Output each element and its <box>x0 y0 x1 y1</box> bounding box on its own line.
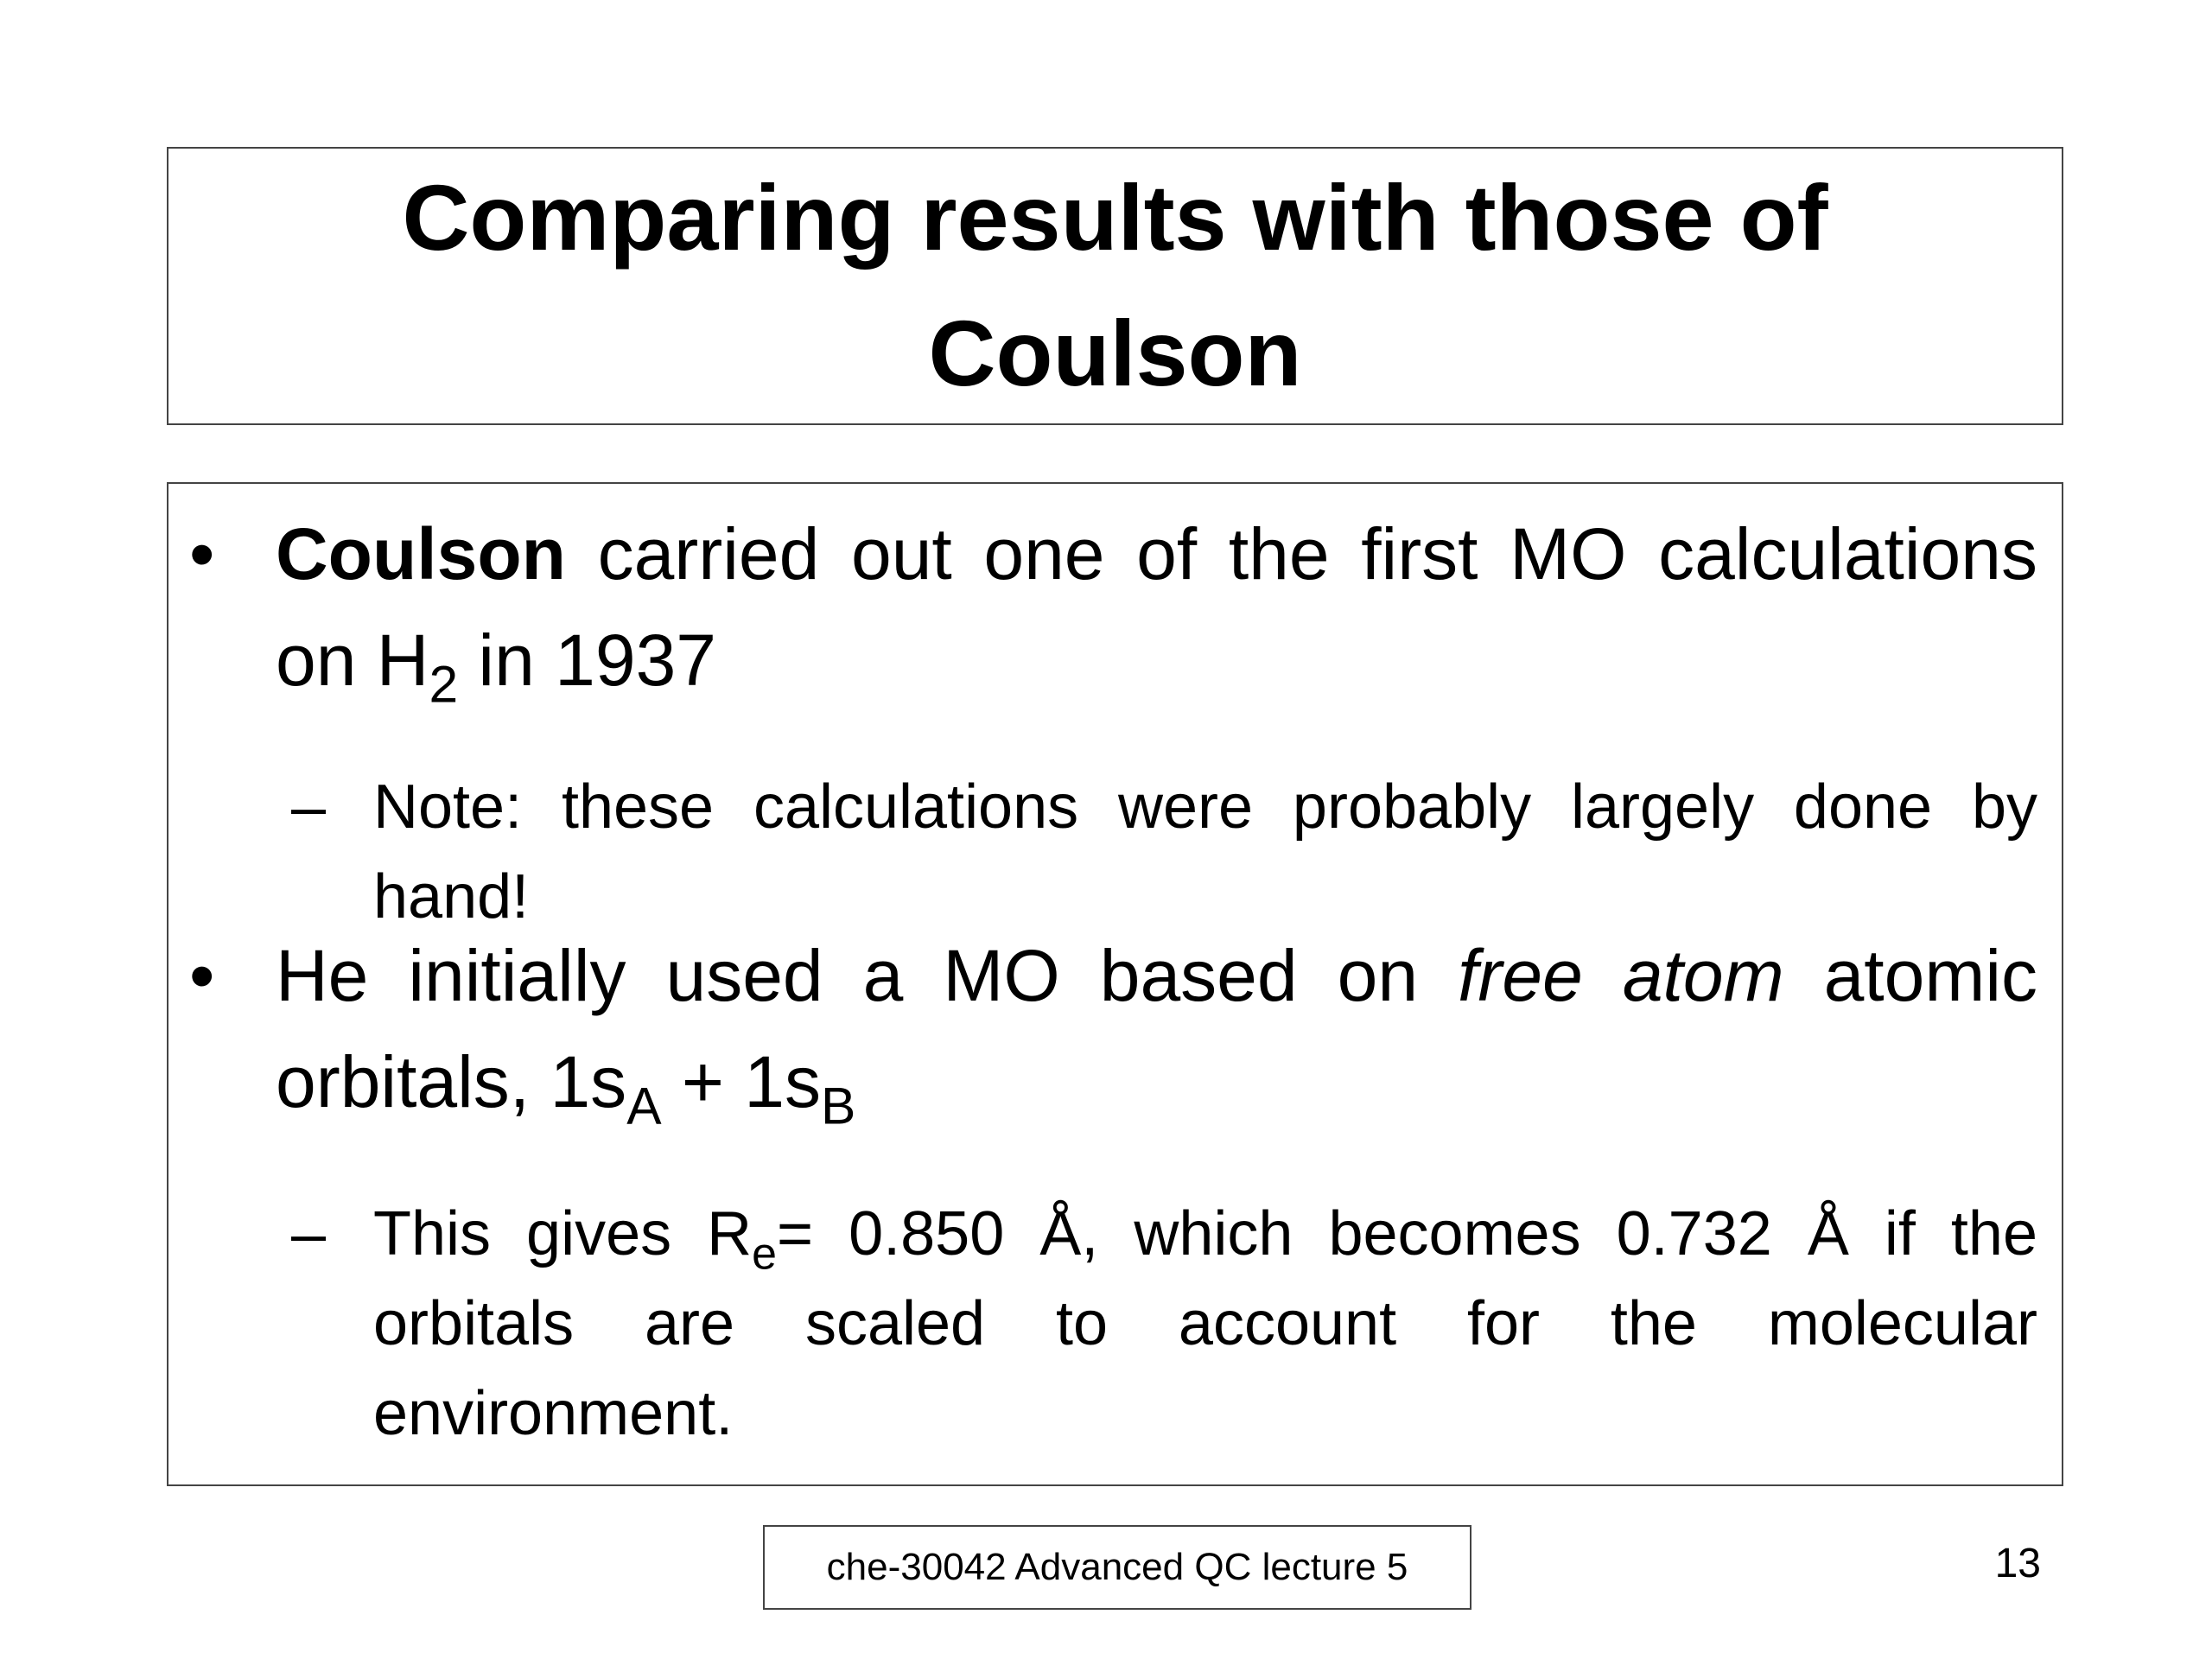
subscript-a: A <box>626 1076 662 1135</box>
slide-title-line-2: Coulson <box>928 301 1302 405</box>
subscript-b: B <box>820 1076 856 1135</box>
bullet-bold-name: Coulson <box>276 513 566 594</box>
bullet-free-atom-mo <box>189 923 2038 1135</box>
bullet-text: He initially used a MO based on <box>276 935 1459 1016</box>
bullet-marker: • <box>189 935 215 1016</box>
bullet-marker: • <box>189 513 215 594</box>
dash-marker: – <box>291 772 327 842</box>
bullet-text-end: in 1937 <box>458 620 716 701</box>
subscript: 2 <box>429 654 459 714</box>
dash-marker: – <box>291 1199 327 1268</box>
page-number: 13 <box>1994 1541 2041 1586</box>
bullet-text-middle: atomic orbitals, 1s <box>276 935 2038 1122</box>
bullet-text-plus: + 1s <box>661 1041 821 1122</box>
bullet-text: carried out one of the first MO calculations on H <box>276 513 2037 701</box>
bullet-coulson <box>189 501 2037 714</box>
subpoint-text: Note: these calculations were probably largely done by hand! <box>373 772 2037 931</box>
slide-title-box <box>167 147 2063 425</box>
slide-content-box <box>167 482 2063 1486</box>
subpoint-text-end: = 0.850 Å, which becomes 0.732 Å if the orbitals are scaled to account for the molecular environment. <box>373 1199 2038 1448</box>
slide-title-line-1: Comparing results with those of <box>402 165 1828 270</box>
subpoint-text: This gives R <box>373 1199 753 1268</box>
footer-course-text: che-30042 Advanced QC lecture 5 <box>826 1546 1408 1588</box>
subpoint-bond-length <box>291 1189 2038 1459</box>
bullet-italic-phrase: free atom <box>1458 935 1784 1016</box>
subpoint-note <box>291 762 2037 942</box>
footer-course-label <box>763 1525 1471 1610</box>
subscript-e: e <box>752 1228 777 1279</box>
